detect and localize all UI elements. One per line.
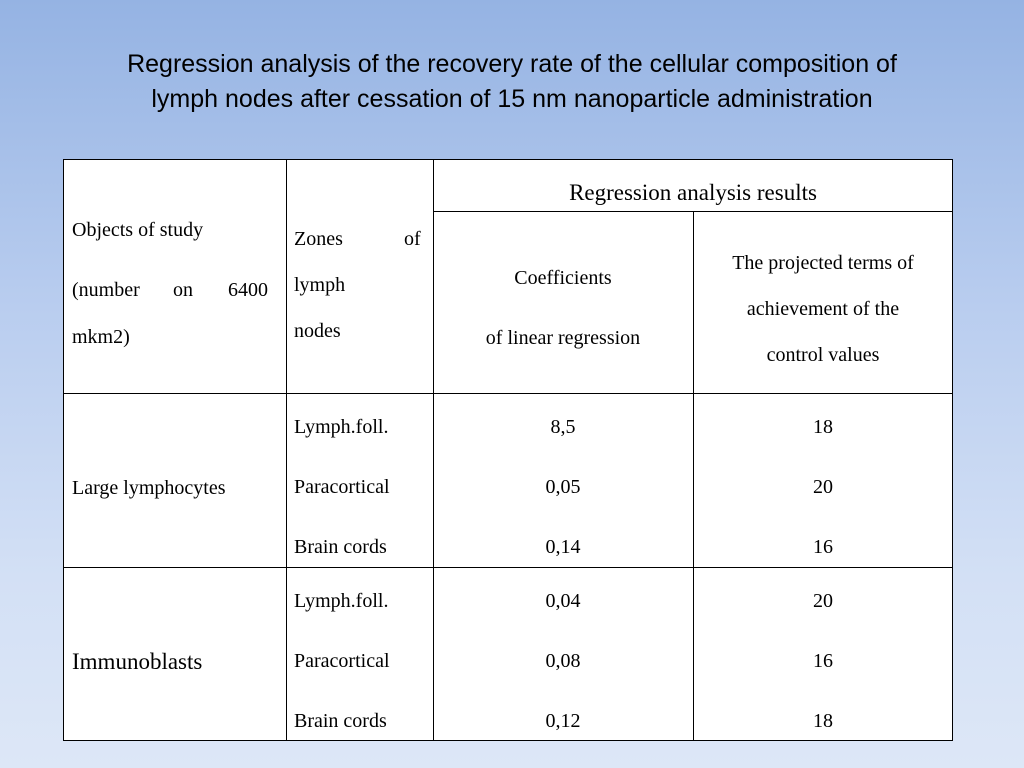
term-cell: 20: [813, 590, 833, 612]
regression-table: [63, 159, 953, 741]
zone-cell: Paracortical: [294, 476, 390, 498]
coef-cell: 0,12: [545, 710, 581, 732]
header-zones-a: Zones: [294, 228, 343, 250]
zone-cell: Lymph.foll.: [294, 590, 389, 612]
header-results: Regression analysis results: [569, 180, 817, 205]
zone-cell: Paracortical: [294, 650, 390, 672]
group-name-immunoblasts: Immunoblasts: [72, 649, 203, 674]
coef-cell: 0,14: [545, 536, 581, 558]
zone-cell: Lymph.foll.: [294, 416, 389, 438]
header-objects-line1: Objects of study: [72, 219, 204, 241]
zone-cell: Brain cords: [294, 710, 387, 732]
header-objects-line2a: (number: [72, 279, 140, 301]
coef-cell: 0,04: [545, 590, 581, 612]
header-terms-line3: control values: [766, 344, 880, 366]
header-terms-line1: The projected terms of: [732, 252, 914, 274]
coef-cell: 0,05: [545, 476, 581, 498]
header-zones-line2: lymph: [294, 274, 346, 296]
title-line-2: lymph nodes after cessation of 15 nm nanoparticle administration: [151, 85, 873, 113]
header-objects-cell: [64, 160, 286, 393]
slide-title: [40, 47, 984, 117]
title-line-1: Regression analysis of the recovery rate of the cellular composition of: [127, 50, 897, 78]
header-terms-line2: achievement of the: [746, 298, 900, 320]
row-divider: [64, 567, 952, 568]
header-results-cell: [433, 160, 953, 211]
header-zones-b: of: [404, 228, 421, 250]
coef-cell: 8,5: [550, 416, 576, 438]
header-coef-line1: Coefficients: [514, 267, 612, 289]
group-name-large-lymphocytes: Large lymphocytes: [72, 477, 226, 499]
row-divider: [64, 393, 952, 394]
header-objects-line2b: on: [173, 279, 193, 301]
header-terms-cell: [693, 211, 953, 393]
term-cell: 20: [813, 476, 833, 498]
term-cell: 16: [813, 650, 833, 672]
term-cell: 18: [813, 416, 833, 438]
header-zones-line3: nodes: [294, 320, 341, 342]
term-cell: 16: [813, 536, 833, 558]
coef-cell: 0,08: [545, 650, 581, 672]
term-cell: 18: [813, 710, 833, 732]
zone-cell: Brain cords: [294, 536, 387, 558]
header-zones-cell: [286, 160, 433, 393]
header-objects-line3: mkm2): [72, 326, 130, 348]
header-coef-line2: of linear regression: [485, 327, 641, 349]
header-objects-line2c: 6400: [228, 279, 268, 301]
header-coef-cell: [433, 211, 693, 393]
